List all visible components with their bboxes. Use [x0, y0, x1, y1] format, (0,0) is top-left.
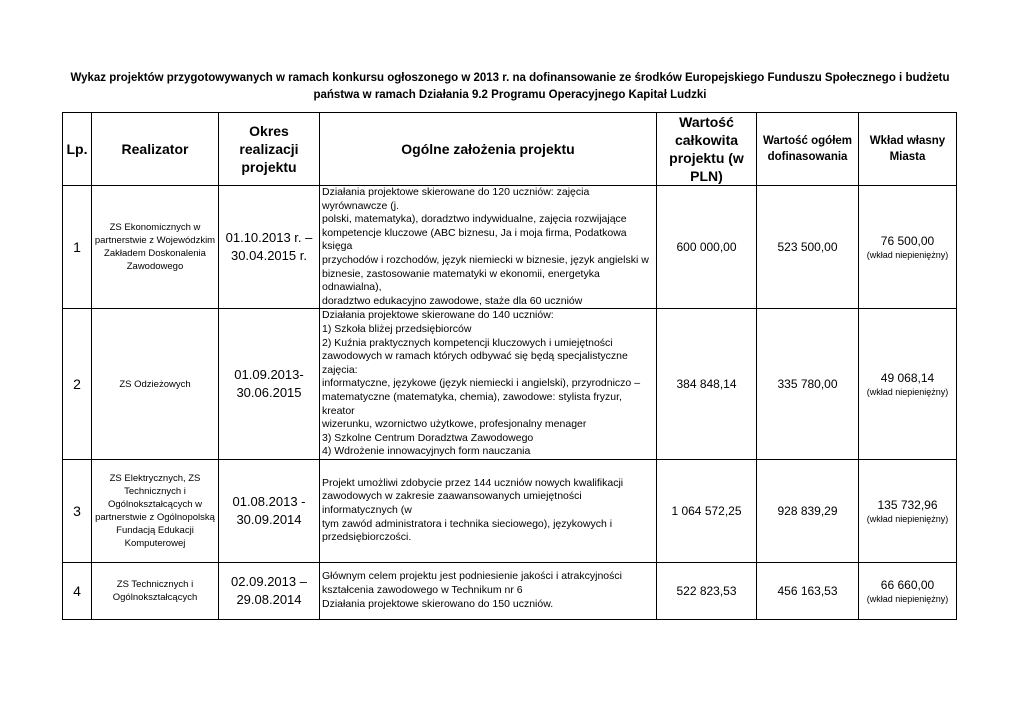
period-cell: 02.09.2013 – 29.08.2014 [219, 562, 320, 619]
cofinancing-cell: 335 780,00 [757, 309, 859, 460]
cofinancing-cell: 928 839,29 [757, 459, 859, 562]
own-contribution-cell: 76 500,00 (wkład niepieniężny) [859, 186, 957, 309]
total-value-cell: 600 000,00 [657, 186, 757, 309]
table-row [63, 562, 957, 619]
table-row [63, 459, 957, 562]
header-cofinancing: Wartość ogółem dofinasowania [757, 113, 859, 186]
period-cell: 01.08.2013 - 30.09.2014 [219, 459, 320, 562]
header-lp: Lp. [63, 113, 92, 186]
header-row [63, 113, 957, 186]
own-contribution-cell: 135 732,96 (wkład niepieniężny) [859, 459, 957, 562]
header-realizator: Realizator [92, 113, 219, 186]
realizator-cell: ZS Technicznych i Ogólnokształcących [92, 562, 219, 619]
total-value-cell: 384 848,14 [657, 309, 757, 460]
realizator-cell: ZS Elektrycznych, ZS Technicznych i Ogólnokształcących w partnerstwie z Ogólnopolską Fundacją Edukacji Komputerowej [92, 459, 219, 562]
cofinancing-cell: 523 500,00 [757, 186, 859, 309]
total-value-cell: 522 823,53 [657, 562, 757, 619]
period-cell: 01.09.2013- 30.06.2015 [219, 309, 320, 460]
header-own-contribution: Wkład własny Miasta [859, 113, 957, 186]
table-row [63, 309, 957, 460]
title-line-2: państwa w ramach Działania 9.2 Programu Operacyjnego Kapitał Ludzki [313, 89, 707, 101]
description-cell: Działania projektowe skierowane do 140 uczniów: 1) Szkoła bliżej przedsiębiorców 2) Kuźnia praktycznych kompetencji kluczowych i umiejętności zawodowych w ramach których odbywać się będą specjalistyczne zajęcia: informatyczne, językowe (język niemiecki i angielski), przyrodniczo – matematyczne (matematyka, chemia), zawodowe: stylista fryzur, kreator wizerunku, wzornictwo użytkowe, profesjonalny menager 3) Szkolne Centrum Doradztwa Zawodowego 4) Wdrożenie innowacyjnych form nauczania [320, 309, 657, 460]
row-number: 2 [63, 309, 92, 460]
header-total-value: Wartość całkowita projektu (w PLN) [657, 113, 757, 186]
realizator-cell: ZS Ekonomicznych w partnerstwie z Wojewódzkim Zakładem Doskonalenia Zawodowego [92, 186, 219, 309]
cofinancing-cell: 456 163,53 [757, 562, 859, 619]
row-number: 3 [63, 459, 92, 562]
table-row [63, 186, 957, 309]
header-period: Okres realizacji projektu [219, 113, 320, 186]
projects-table [62, 112, 957, 620]
description-cell: Działania projektowe skierowane do 120 uczniów: zajęcia wyrównawcze (j. polski, matematyka), doradztwo indywidualne, zajęcia rozwijające kompetencje kluczowe (ABC biznesu, Ja i moja firma, Podatkowa księga przychodów i rozchodów, język niemiecki w biznesie, język angielski w biznesie, zastosowanie matematyki w ekonomii, energetyka odnawialna), doradztwo edukacyjno zawodowe, staże dla 60 uczniów [320, 186, 657, 309]
period-cell: 01.10.2013 r. – 30.04.2015 r. [219, 186, 320, 309]
title-line-1: Wykaz projektów przygotowywanych w ramach konkursu ogłoszonego w 2013 r. na dofinansowanie ze środków Europejskiego Funduszu Społecznego i budżetu [70, 72, 950, 84]
own-contribution-cell: 66 660,00 (wkład niepieniężny) [859, 562, 957, 619]
total-value-cell: 1 064 572,25 [657, 459, 757, 562]
own-contribution-cell: 49 068,14 (wkład niepieniężny) [859, 309, 957, 460]
row-number: 1 [63, 186, 92, 309]
realizator-cell: ZS Odzieżowych [92, 309, 219, 460]
description-cell: Projekt umożliwi zdobycie przez 144 uczniów nowych kwalifikacji zawodowych w zakresie zaawansowanych umiejętności informatycznych (w tym zawód administratora i technika sieciowego), językowych i przedsiębiorczości. [320, 459, 657, 562]
description-cell: Głównym celem projektu jest podniesienie jakości i atrakcyjności kształcenia zawodowego w Technikum nr 6 Działania projektowe skierowano do 150 uczniów. [320, 562, 657, 619]
document-title [60, 70, 960, 104]
row-number: 4 [63, 562, 92, 619]
header-description: Ogólne założenia projektu [320, 113, 657, 186]
